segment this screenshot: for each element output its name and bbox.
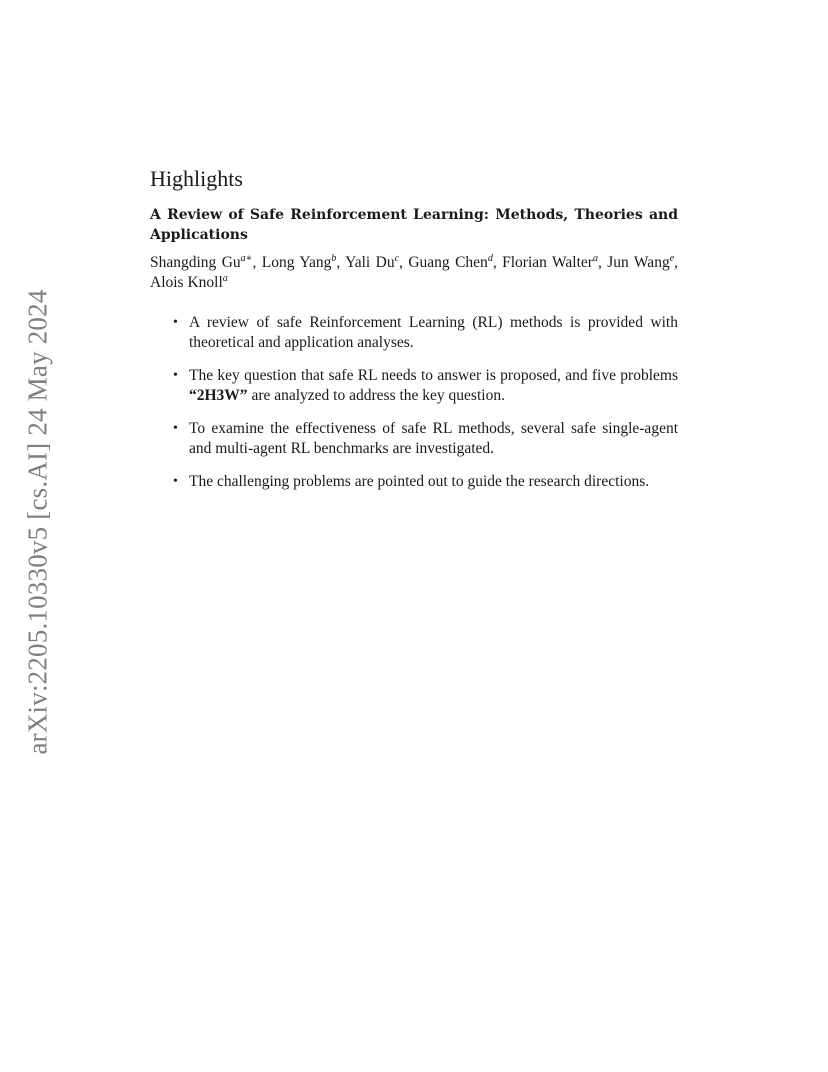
bullet-icon: • <box>173 421 178 436</box>
author-list: Shangding $Gu^{a∗}$, Long Yang$^b$, Yali Du$^c$, Guang Chen$^d$, Florian Walter$^a$, Jun Wang$^e$, Alois Knoll$^a$ <box>150 253 679 291</box>
bullet-icon: • <box>173 315 178 330</box>
author-affiliation: a <box>592 253 598 264</box>
author-affiliation: a∗ <box>240 253 253 264</box>
author-name: Shangding Gu <box>150 254 241 271</box>
author-name: Guang Chen <box>408 254 488 271</box>
author-name: Yali Du <box>345 254 395 271</box>
author-name: Jun Wang <box>607 254 670 271</box>
highlight-item: • The challenging problems are pointed out to guide the research directions. <box>173 473 650 490</box>
highlight-item: • A review of safe Reinforcement Learning (RL) methods is provided with theoretical and application analyses. <box>173 314 678 351</box>
author-affiliation: a <box>222 273 228 284</box>
arxiv-identifier: arXiv:2205.10330v5 [cs.AI] 24 May 2024 <box>22 289 53 755</box>
highlights-section <box>150 164 678 505</box>
bullet-icon: • <box>173 474 178 489</box>
author-name: Alois Knoll <box>150 274 223 291</box>
author-affiliation: e <box>669 253 675 264</box>
author-affiliation: c <box>394 253 400 264</box>
highlight-item: • To examine the effectiveness of safe RL methods, several safe single-agent and multi-agent RL benchmarks are investigated. <box>173 420 678 457</box>
highlight-item: • The key question that safe RL needs to answer is proposed, and five problems “2H3W” are analyzed to address the key question. <box>173 367 678 404</box>
author-affiliation: b <box>331 253 337 264</box>
problems-acronym: “2H3W” <box>189 387 248 404</box>
bullet-icon: • <box>173 368 178 383</box>
highlights-heading: Highlights <box>150 166 243 191</box>
author-affiliation: d <box>487 253 493 264</box>
highlights-list <box>150 313 678 492</box>
paper-title: A Review of Safe Reinforcement Learning: Methods, Theories and Applications <box>150 207 678 243</box>
author-name: Long Yang <box>261 254 332 271</box>
author-name: Florian Walter <box>502 254 593 271</box>
